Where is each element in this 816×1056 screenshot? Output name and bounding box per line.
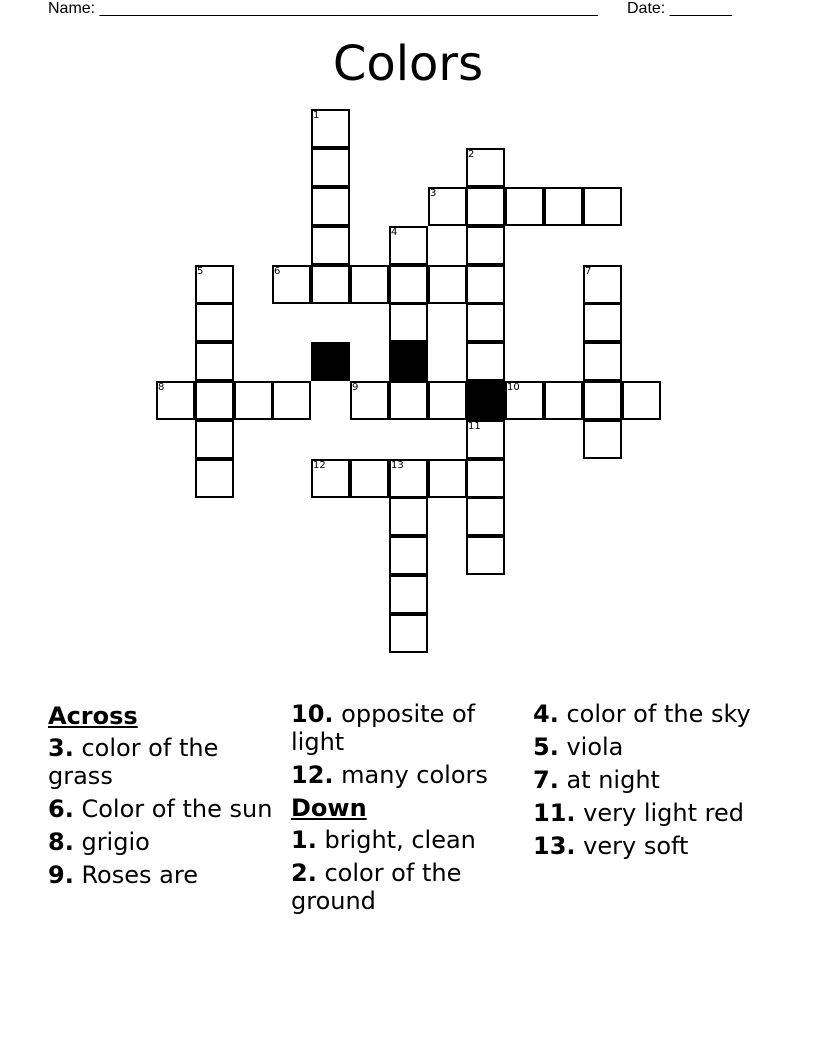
crossword-cell[interactable] [389, 575, 428, 614]
clue-item-number: 4. [533, 700, 559, 728]
crossword-cell[interactable] [234, 381, 273, 420]
clue-item-text: opposite of light [291, 700, 476, 756]
crossword-cell[interactable] [195, 381, 234, 420]
clue-number: 2 [468, 149, 475, 160]
clue-number: 12 [313, 460, 326, 471]
crossword-cell[interactable] [583, 187, 622, 226]
clue-item [533, 766, 763, 794]
clue-item-number: 7. [533, 766, 559, 794]
crossword-cell[interactable] [195, 459, 234, 498]
clue-item [533, 799, 763, 827]
clue-item [291, 700, 521, 756]
crossword-cell[interactable] [311, 148, 350, 187]
clue-item-number: 3. [48, 734, 74, 762]
crossword-cell[interactable] [389, 614, 428, 653]
clue-item-number: 1. [291, 826, 317, 854]
clue-item [291, 859, 521, 915]
crossword-cell[interactable] [311, 187, 350, 226]
clue-item-number: 6. [48, 795, 74, 823]
crossword-cell[interactable] [583, 381, 622, 420]
clue-item-text: viola [558, 733, 624, 761]
clue-item-number: 8. [48, 828, 74, 856]
clue-number: 11 [468, 421, 481, 432]
clue-item [533, 733, 763, 761]
clue-item-text: very soft [575, 832, 689, 860]
crossword-cell[interactable] [389, 303, 428, 342]
clue-item [48, 734, 278, 790]
crossword-cell[interactable] [466, 303, 505, 342]
crossword-cell[interactable] [583, 342, 622, 381]
crossword-cell[interactable] [428, 265, 467, 304]
clue-column-3 [533, 700, 763, 865]
clue-item [48, 795, 278, 823]
crossword-cell[interactable] [466, 459, 505, 498]
crossword-cell[interactable] [466, 226, 505, 265]
crossword-block-cell [466, 381, 505, 420]
clue-item-text: Color of the sun [73, 795, 273, 823]
clue-item-number: 12. [291, 761, 334, 789]
crossword-cell[interactable] [583, 303, 622, 342]
clue-item-number: 10. [291, 700, 334, 728]
crossword-cell[interactable] [311, 265, 350, 304]
clue-item-number: 5. [533, 733, 559, 761]
clue-item-number: 9. [48, 861, 74, 889]
crossword-block-cell [389, 342, 428, 381]
crossword-cell[interactable] [389, 265, 428, 304]
clue-number: 4 [391, 227, 398, 238]
crossword-cell[interactable] [389, 497, 428, 536]
clue-item [291, 761, 521, 789]
crossword-cell[interactable] [466, 265, 505, 304]
crossword-cell[interactable] [505, 187, 544, 226]
crossword-cell[interactable] [544, 381, 583, 420]
crossword-block-cell [311, 342, 350, 381]
clue-number: 13 [391, 460, 404, 471]
crossword-cell[interactable] [622, 381, 661, 420]
clue-number: 1 [313, 110, 320, 121]
crossword-cell[interactable] [466, 342, 505, 381]
clue-number: 8 [158, 382, 165, 393]
crossword-cell[interactable] [195, 303, 234, 342]
clue-item [291, 826, 521, 854]
clue-item-text: bright, clean [316, 826, 476, 854]
clue-item-text: grigio [73, 828, 150, 856]
clue-number: 7 [585, 266, 592, 277]
page-title: Colors [332, 36, 484, 92]
crossword-cell[interactable] [195, 420, 234, 459]
crossword-cell[interactable] [272, 381, 311, 420]
crossword-cell[interactable] [389, 381, 428, 420]
clue-item-number: 11. [533, 799, 576, 827]
name-field-label: Name: ________________________________________________________ [48, 0, 598, 17]
clue-number: 6 [274, 266, 281, 277]
clue-number: 10 [507, 382, 520, 393]
crossword-cell[interactable] [466, 497, 505, 536]
clue-number: 5 [197, 266, 204, 277]
crossword-cell[interactable] [428, 459, 467, 498]
clue-column-2 [291, 700, 521, 920]
crossword-cell[interactable] [428, 381, 467, 420]
crossword-cell[interactable] [350, 459, 389, 498]
clue-item-text: many colors [333, 761, 488, 789]
clue-item [533, 832, 763, 860]
down-heading: Down [291, 794, 367, 822]
clue-item-number: 2. [291, 859, 317, 887]
clue-number: 9 [352, 382, 359, 393]
crossword-cell[interactable] [466, 536, 505, 575]
crossword-cell[interactable] [389, 536, 428, 575]
clue-column-1 [48, 700, 278, 894]
clue-item [48, 861, 278, 889]
clue-number: 3 [430, 188, 437, 199]
crossword-cell[interactable] [544, 187, 583, 226]
crossword-cell[interactable] [350, 265, 389, 304]
clue-item-number: 13. [533, 832, 576, 860]
crossword-cell[interactable] [311, 226, 350, 265]
clue-item-text: color of the grass [48, 734, 219, 790]
clue-item-text: color of the ground [291, 859, 462, 915]
clue-item [48, 828, 278, 856]
across-heading: Across [48, 702, 138, 730]
crossword-cell[interactable] [583, 420, 622, 459]
clue-item [533, 700, 763, 728]
clue-item-text: at night [558, 766, 660, 794]
clue-item-text: very light red [575, 799, 744, 827]
clue-item-text: color of the sky [558, 700, 751, 728]
crossword-cell[interactable] [195, 342, 234, 381]
date-field-label: Date: _______ [627, 0, 732, 17]
crossword-cell[interactable] [466, 187, 505, 226]
clue-item-text: Roses are [73, 861, 198, 889]
